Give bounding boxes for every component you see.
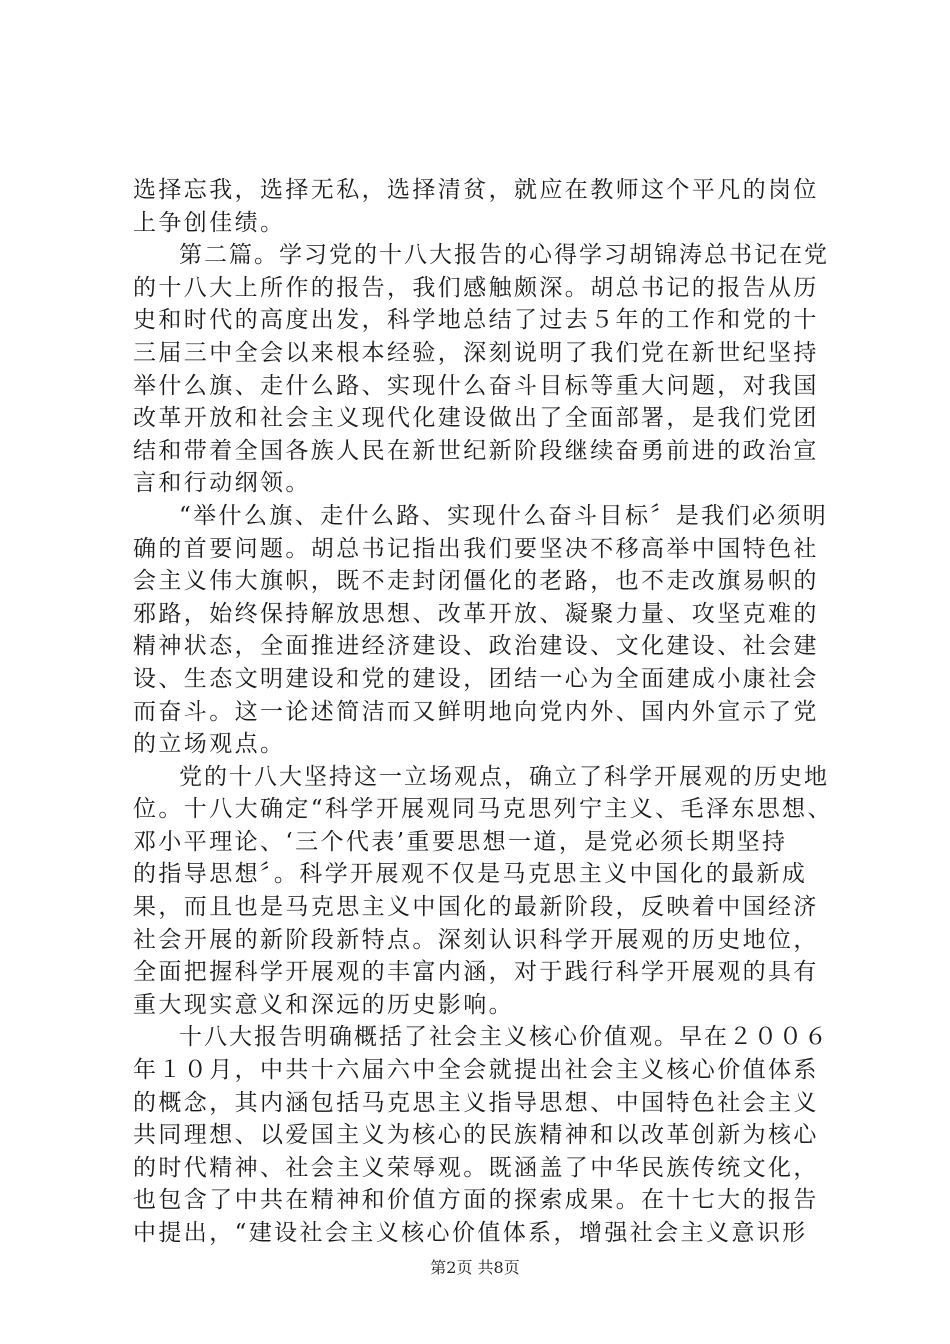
text-line: 上争创佳绩。 [133,209,286,236]
text-line: 的时代精神、社会主义荣辱观。既涵盖了中华民族传统文化， [133,1154,819,1181]
text-line: 而奋斗。这一论述简洁而又鲜明地向党内外、国内外宣示了党 [133,698,819,725]
page-number: 第2页 共8页 [430,1258,520,1277]
text-line: 党的十八大坚持这一立场观点，确立了科学开展观的历史地 [179,763,829,790]
text-line: 中提出，“建设社会主义核心价值体系，增强社会主义意识形 [133,1220,808,1246]
document-body [133,174,833,1250]
text-line: 选择忘我，选择无私，选择清贫，就应在教师这个平凡的岗位 [133,177,819,203]
text-line: 年１０月，中共十六届六中全会就提出社会主义核心价值体系 [133,1057,819,1084]
text-line: 邪路，始终保持解放思想、改革开放、凝聚力量、攻坚克难的 [133,600,819,627]
text-line: 三届三中全会以来根本经验，深刻说明了我们党在新世纪坚持 [133,339,819,366]
paragraph [133,1021,833,1249]
page-footer [0,1255,950,1278]
text-line: 也包含了中共在精神和价值方面的探索成果。在十七大的报告 [133,1187,819,1214]
text-line: 结和带着全国各族人民在新世纪新阶段继续奋勇前进的政治宣 [133,437,819,464]
paragraph [133,174,833,239]
text-line: 社会开展的新阶段新特点。深刻认识科学开展观的历史地位， [133,926,819,953]
paragraph [133,239,833,500]
text-line: 史和时代的高度出发，科学地总结了过去５年的工作和党的十 [133,307,819,334]
text-line: 第二篇。学习党的十八大报告的心得学习胡锦涛总书记在党 [179,242,829,269]
text-line: 位。十八大确定“科学开展观同马克思列宁主义、毛泽东思想、 [133,796,833,823]
text-line: 设、生态文明建设和党的建设，团结一心为全面建成小康社会 [133,665,819,692]
text-line: 举什么旗、走什么路、实现什么奋斗目标等重大问题，对我国 [133,372,819,399]
text-line: 确的首要问题。胡总书记指出我们要坚决不移高举中国特色社 [133,535,819,562]
paragraph [133,500,833,761]
text-line: “举什么旗、走什么路、实现什么奋斗目标〞是我们必须明 [179,502,829,529]
text-line: 邓小平理论、‘三个代表’重要思想一道，是党必须长期坚持 [133,828,788,855]
text-line: 十八大报告明确概括了社会主义核心价值观。早在２００６ [179,1024,829,1051]
text-line: 共同理想、以爱国主义为核心的民族精神和以改革创新为核心 [133,1122,819,1149]
text-line: 的概念，其内涵包括马克思主义指导思想、中国特色社会主义 [133,1089,819,1116]
text-line: 重大现实意义和深远的历史影响。 [133,991,514,1018]
text-line: 言和行动纲领。 [133,470,311,497]
text-line: 的立场观点。 [133,731,286,758]
paragraph [133,761,833,1022]
text-line: 改革开放和社会主义现代化建设做出了全面部署，是我们党团 [133,405,819,432]
text-line: 果，而且也是马克思主义中国化的最新阶段，反映着中国经济 [133,894,819,921]
text-line: 会主义伟大旗帜，既不走封闭僵化的老路，也不走改旗易帜的 [133,568,819,595]
text-line: 精神状态，全面推进经济建设、政治建设、文化建设、社会建 [133,633,819,660]
text-line: 的指导思想〞。科学开展观不仅是马克思主义中国化的最新成 [133,861,808,888]
text-line: 全面把握科学开展观的丰富内涵，对于践行科学开展观的具有 [133,959,819,986]
text-line: 的十八大上所作的报告，我们感触颇深。胡总书记的报告从历 [133,274,819,301]
